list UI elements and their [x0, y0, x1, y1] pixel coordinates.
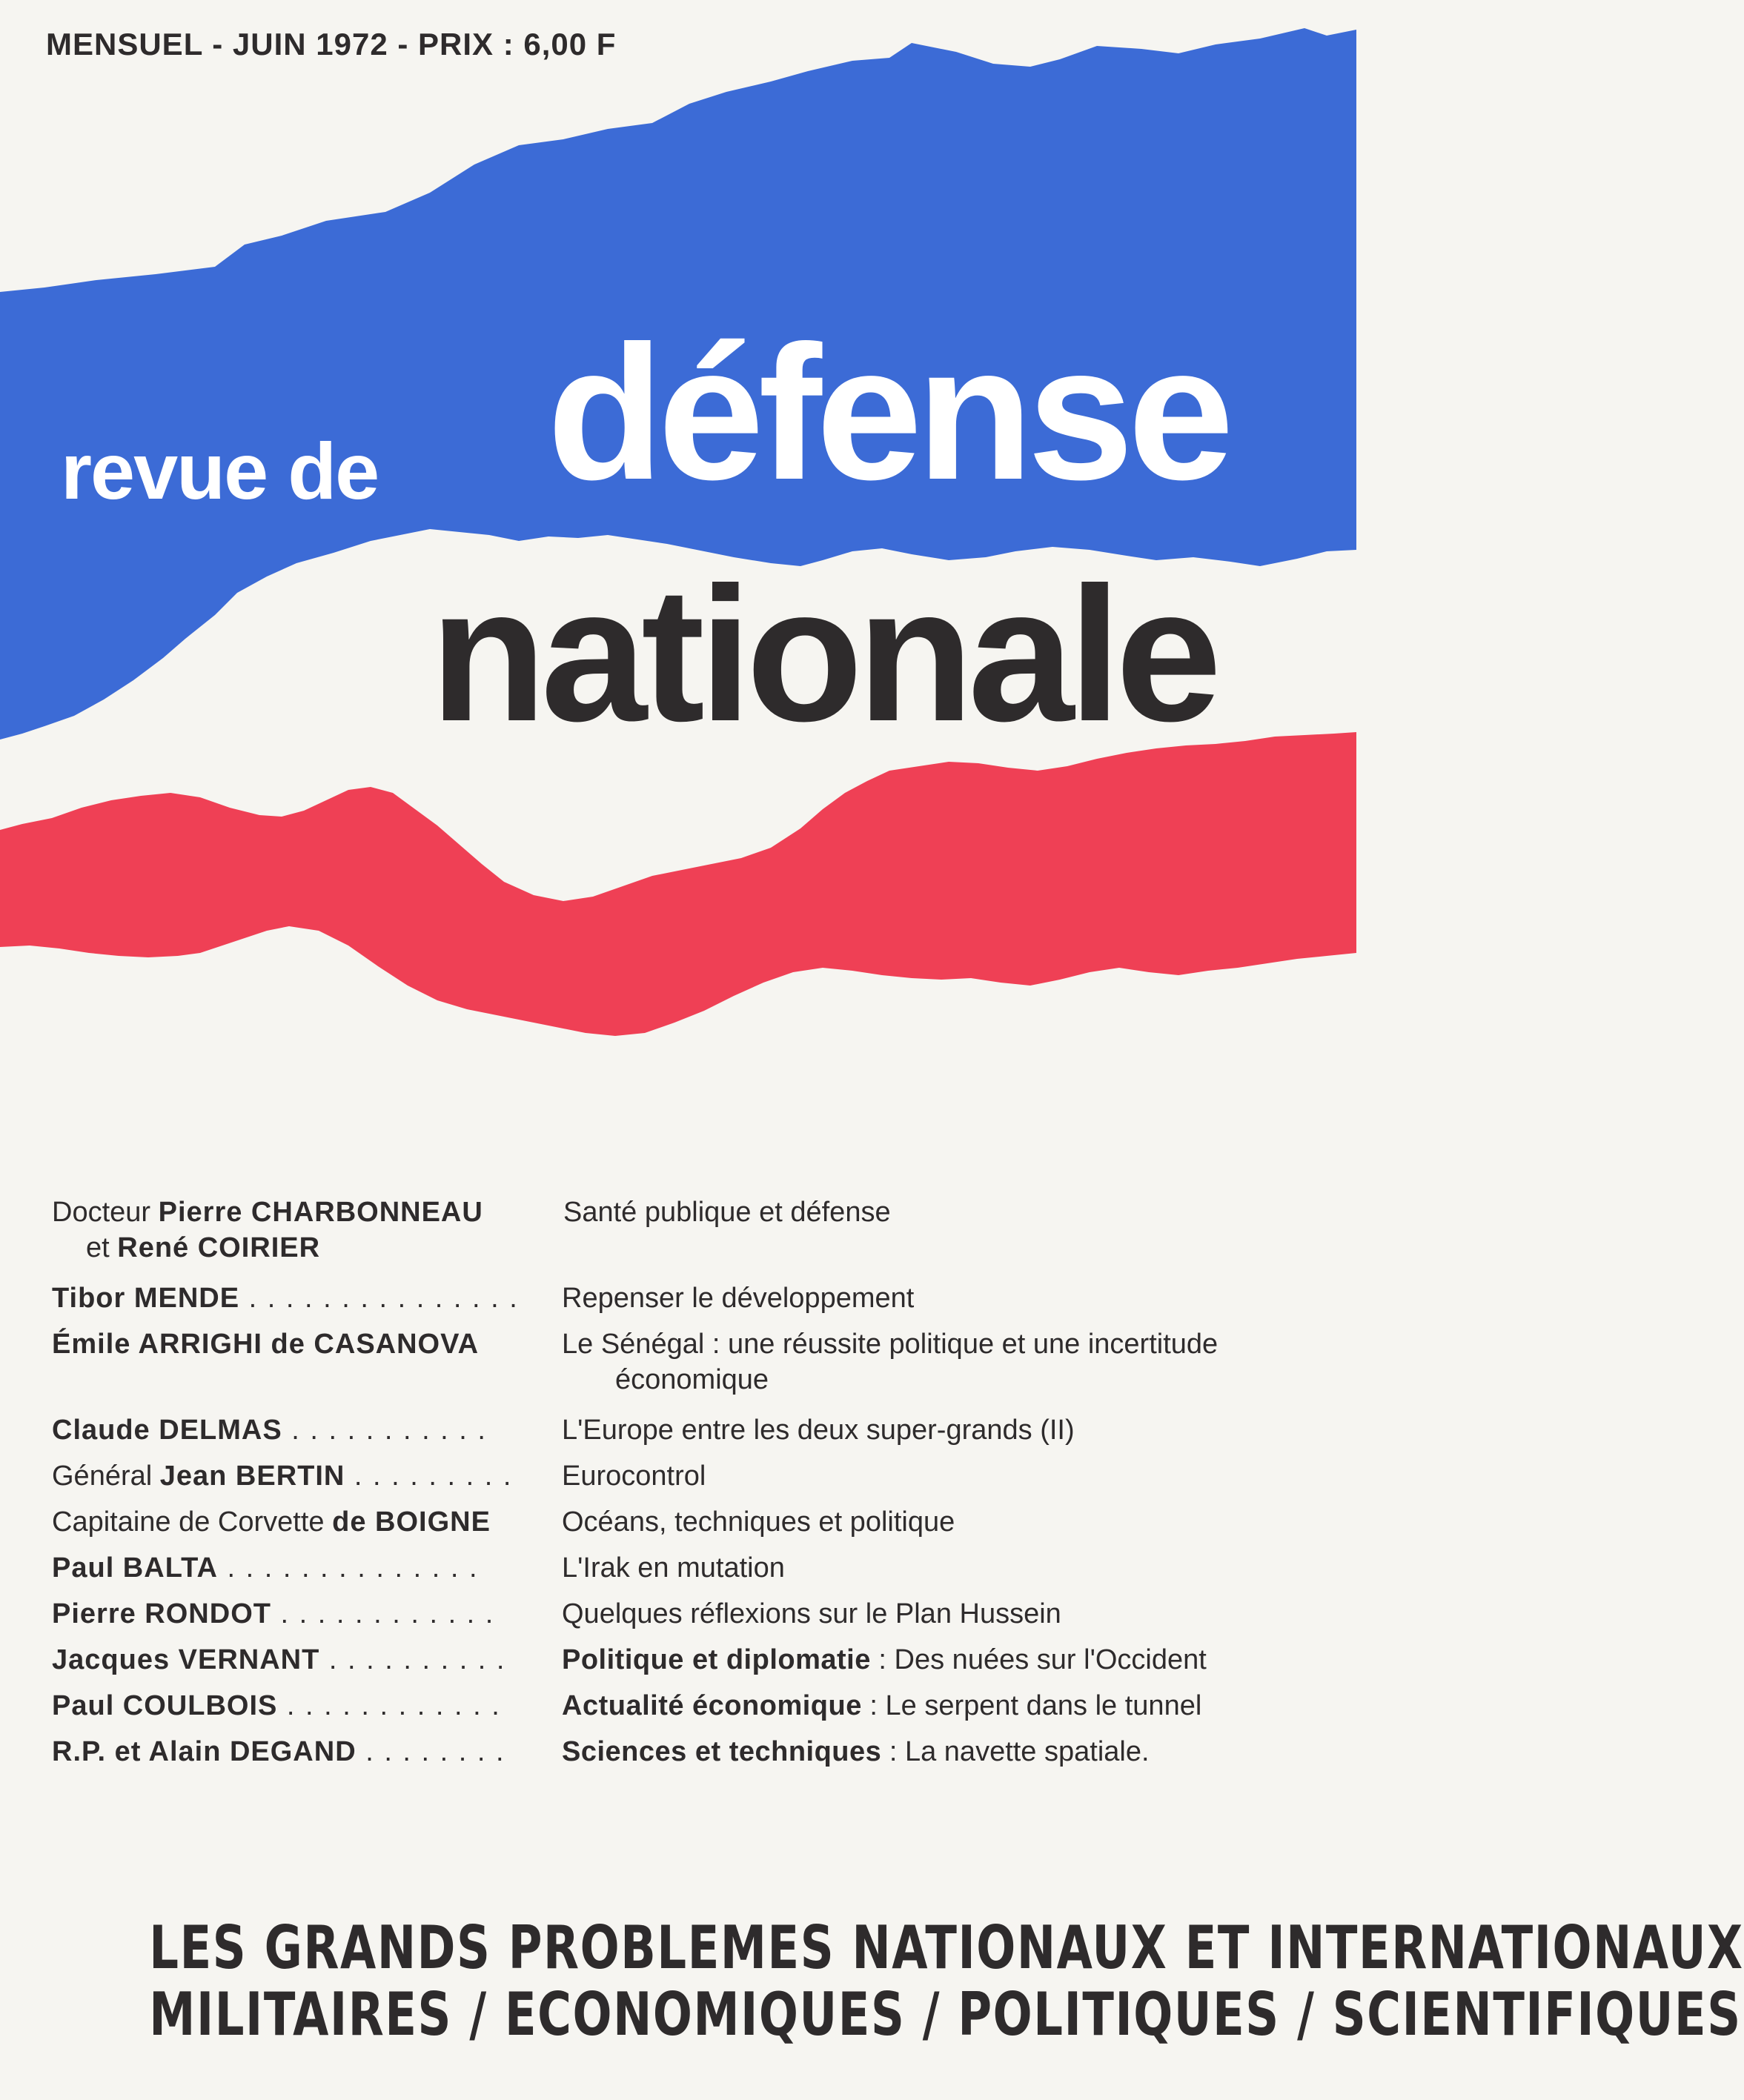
article-title: Océans, techniques et politique [562, 1506, 955, 1538]
table-of-contents [52, 1194, 1327, 1770]
article-rubric: Actualité économique [562, 1690, 862, 1721]
toc-row [52, 1458, 1327, 1494]
toc-row [52, 1734, 1327, 1770]
article-title: L'Irak en mutation [562, 1552, 785, 1584]
toc-author [52, 1642, 526, 1678]
author-title: Général [52, 1461, 160, 1492]
article-title: : Des nuées sur l'Occident [870, 1644, 1207, 1675]
article-title: Repenser le développement [562, 1283, 915, 1314]
toc-author [52, 1734, 526, 1770]
author-name: Jacques VERNANT [52, 1644, 320, 1675]
toc-author [52, 1326, 526, 1362]
toc-article-line2: économique [615, 1364, 769, 1395]
toc-author [52, 1194, 526, 1230]
toc-article [562, 1504, 1333, 1540]
article-title: Santé publique et défense [563, 1197, 891, 1228]
toc-author [52, 1550, 526, 1586]
leader-dots: . . . . . . . . . . [319, 1644, 506, 1675]
toc-row [52, 1688, 1327, 1724]
leader-dots: . . . . . . . . . . . . . . . [239, 1283, 519, 1314]
toc-article [562, 1458, 1333, 1494]
toc-author-line2 [86, 1230, 320, 1266]
toc-article [562, 1326, 1333, 1362]
toc-author [52, 1412, 526, 1448]
toc-article [562, 1642, 1333, 1678]
footer-tagline-line2: MILITAIRES / ECONOMIQUES / POLITIQUES / SCIENTIFIQUES [149, 1980, 1742, 2049]
toc-row [52, 1504, 1327, 1540]
article-title: Eurocontrol [562, 1461, 706, 1492]
article-rubric: Sciences et techniques [562, 1736, 882, 1767]
footer-tagline-line1: LES GRANDS PROBLEMES NATIONAUX ET INTERNATIONAUX [149, 1913, 1744, 1982]
toc-row [52, 1550, 1327, 1586]
toc-row [52, 1642, 1327, 1678]
toc-article [563, 1194, 1334, 1230]
toc-row [52, 1194, 1327, 1270]
toc-author [52, 1458, 526, 1494]
article-title: : La navette spatiale. [881, 1736, 1150, 1767]
leader-dots: . . . . . . . . . [345, 1461, 513, 1492]
article-title: Le Sénégal : une réussite politique et une incertitude [562, 1329, 1219, 1360]
author-name: Pierre CHARBONNEAU [158, 1197, 483, 1228]
author-prefix: et [86, 1232, 118, 1263]
toc-author [52, 1504, 526, 1540]
article-title: : Le serpent dans le tunnel [861, 1690, 1202, 1721]
leader-dots: . . . . . . . . . . . [282, 1415, 487, 1446]
author-name: Tibor MENDE [52, 1283, 240, 1314]
author-name: René COIRIER [117, 1232, 321, 1263]
article-title: Quelques réflexions sur le Plan Hussein [562, 1598, 1061, 1629]
toc-article [562, 1550, 1333, 1586]
masthead-revue-de: revue de [61, 426, 379, 516]
red-band-shape [0, 732, 1356, 1036]
toc-author [52, 1688, 526, 1724]
toc-row [52, 1596, 1327, 1632]
author-name: Émile ARRIGHI de CASANOVA [52, 1329, 480, 1360]
leader-dots: . . . . . . . . . . . . . . [217, 1552, 479, 1584]
toc-article [562, 1734, 1333, 1770]
author-name: Paul COULBOIS [52, 1690, 278, 1721]
toc-author [52, 1596, 526, 1632]
author-title: Docteur [52, 1197, 159, 1228]
leader-dots: . . . . . . . . [356, 1736, 505, 1767]
leader-dots: . . . . . . . . . . . . [271, 1598, 495, 1629]
toc-article [562, 1688, 1333, 1724]
toc-row [52, 1326, 1327, 1402]
article-rubric: Politique et diplomatie [562, 1644, 871, 1675]
author-name: de BOIGNE [332, 1506, 491, 1538]
toc-row [52, 1280, 1327, 1316]
author-name: Paul BALTA [52, 1552, 218, 1584]
article-title: L'Europe entre les deux super-grands (II) [562, 1415, 1075, 1446]
toc-article [562, 1412, 1333, 1448]
masthead-defense: défense [547, 305, 1229, 519]
masthead-nationale: nationale [430, 547, 1216, 761]
toc-author [52, 1280, 526, 1316]
author-name: Claude DELMAS [52, 1415, 282, 1446]
author-name: R.P. et Alain DEGAND [52, 1736, 357, 1767]
toc-row [52, 1412, 1327, 1448]
author-title: Capitaine de Corvette [52, 1506, 333, 1538]
author-name: Jean BERTIN [159, 1461, 345, 1492]
toc-article [562, 1280, 1333, 1316]
leader-dots: . . . . . . . . . . . . [277, 1690, 501, 1721]
toc-article [562, 1596, 1333, 1632]
issue-header: MENSUEL - JUIN 1972 - PRIX : 6,00 F [46, 27, 617, 62]
author-name: Pierre RONDOT [52, 1598, 271, 1629]
